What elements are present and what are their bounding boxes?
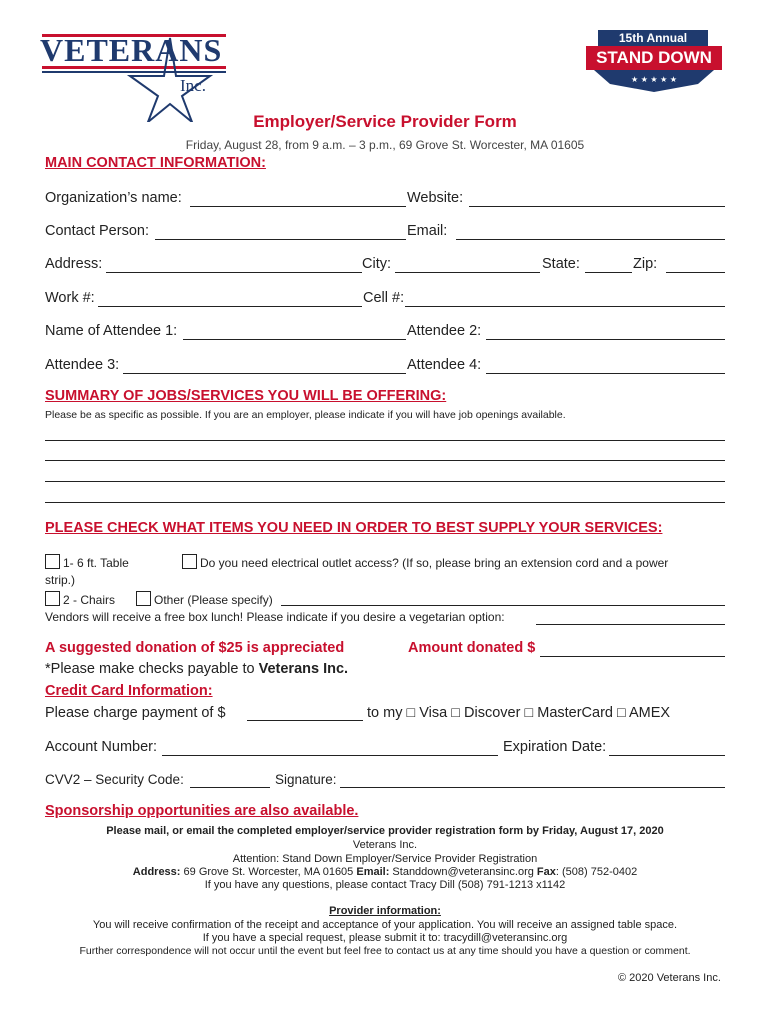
outlet-option	[182, 554, 668, 570]
website-label: Website:	[407, 190, 464, 206]
attendee-3-label: Attendee 3:	[45, 357, 120, 373]
signature-field[interactable]	[340, 787, 725, 788]
veterans-wordmark: VETERANS	[40, 32, 223, 68]
summary-line-2[interactable]	[45, 460, 725, 461]
mailing-questions: If you have any questions, please contact Tracy Dill (508) 791-1213 x1142	[204, 879, 566, 891]
veterans-logo	[40, 30, 235, 122]
attendee-2-field[interactable]	[486, 339, 725, 340]
stand-down-badge	[586, 30, 722, 92]
contact-person-field[interactable]	[155, 239, 406, 240]
work-phone-label: Work #:	[45, 290, 95, 306]
account-number-label: Account Number:	[45, 739, 158, 755]
inc-wordmark: Inc.	[180, 76, 206, 95]
summary-heading: SUMMARY OF JOBS/SERVICES YOU WILL BE OFFERING:	[45, 388, 447, 404]
provider-line-3: Further correspondence will not occur until the event but feel free to contact us at any time should you have a question or comment.	[79, 945, 691, 957]
form-title: Employer/Service Provider Form	[253, 112, 517, 131]
chairs-option	[45, 591, 115, 607]
contact-person-label: Contact Person:	[45, 223, 149, 239]
mailing-org: Veterans Inc.	[352, 839, 418, 851]
card-type-options[interactable]: to my □ Visa □ Discover □ MasterCard □ AMEX	[367, 705, 671, 721]
badge-stars-icon	[594, 70, 714, 92]
zip-field[interactable]	[666, 272, 725, 273]
needs-heading: PLEASE CHECK WHAT ITEMS YOU NEED IN ORDER TO BEST SUPPLY YOUR SERVICES:	[45, 520, 663, 536]
cvv-field[interactable]	[190, 787, 270, 788]
credit-card-heading: Credit Card Information:	[45, 683, 213, 699]
address-field[interactable]	[106, 272, 362, 273]
summary-line-1[interactable]	[45, 440, 725, 441]
badge-stand-down: STAND DOWN	[596, 48, 712, 67]
state-field[interactable]	[585, 272, 632, 273]
table-option-label: 1- 6 ft. Table	[63, 556, 129, 570]
city-field[interactable]	[395, 272, 540, 273]
other-option-label: Other (Please specify)	[154, 593, 273, 607]
main-contact-heading: MAIN CONTACT INFORMATION:	[45, 155, 266, 171]
svg-text:★ ★ ★ ★ ★: ★ ★ ★ ★ ★	[630, 75, 678, 84]
expiration-label: Expiration Date:	[503, 739, 607, 755]
suggested-donation: A suggested donation of $25 is appreciated	[45, 640, 345, 656]
lunch-note: Vendors will receive a free box lunch! Please indicate if you desire a vegetarian option:	[45, 610, 505, 624]
state-label: State:	[542, 256, 580, 272]
provider-line-2: If you have a special request, please submit it to: tracydill@veteransinc.org	[202, 932, 568, 944]
charge-amount-field[interactable]	[247, 720, 363, 721]
chairs-option-label: 2 - Chairs	[63, 593, 116, 607]
org-name-field[interactable]	[190, 206, 406, 207]
address-label: Address:	[45, 256, 103, 272]
email-label: Email:	[407, 223, 448, 239]
chairs-checkbox[interactable]	[45, 591, 60, 606]
summary-line-4[interactable]	[45, 502, 725, 503]
outlet-checkbox[interactable]	[182, 554, 197, 569]
checks-payee: Veterans Inc.	[258, 661, 349, 677]
cvv-label: CVV2 – Security Code:	[45, 772, 184, 787]
attendee-3-field[interactable]	[123, 373, 406, 374]
mailing-contact-line: Address: 69 Grove St. Worcester, MA 01605 Email: Standdown@veteransinc.org Fax: (508) 752-0402	[132, 866, 638, 878]
zip-label: Zip:	[633, 256, 658, 272]
summary-line-3[interactable]	[45, 481, 725, 482]
attendee-1-label: Name of Attendee 1:	[45, 323, 178, 339]
expiration-field[interactable]	[609, 755, 725, 756]
event-subtitle: Friday, August 28, from 9 a.m. – 3 p.m., 69 Grove St. Worcester, MA 01605	[185, 138, 585, 152]
attendee-2-label: Attendee 2:	[407, 323, 482, 339]
other-specify-field[interactable]	[281, 605, 725, 606]
charge-payment-label: Please charge payment of $	[45, 705, 226, 721]
provider-line-1: You will receive confirmation of the receipt and acceptance of your application. You will receive an assigned table space.	[92, 919, 678, 931]
org-name-label: Organization’s name:	[45, 190, 182, 206]
website-field[interactable]	[469, 206, 725, 207]
vegetarian-field[interactable]	[536, 624, 725, 625]
amount-donated-label: Amount donated $	[408, 640, 536, 656]
outlet-option-continued: strip.)	[45, 573, 75, 587]
sponsorship-note: Sponsorship opportunities are also available.	[45, 803, 359, 819]
mailing-attention: Attention: Stand Down Employer/Service Provider Registration	[232, 853, 538, 865]
attendee-4-field[interactable]	[486, 373, 725, 374]
copyright: © 2020 Veterans Inc.	[618, 972, 721, 984]
attendee-4-label: Attendee 4:	[407, 357, 482, 373]
badge-annual: 15th Annual	[618, 31, 688, 45]
other-option	[136, 591, 273, 607]
cell-phone-label: Cell #:	[363, 290, 405, 306]
checks-payable-note: *Please make checks payable to Veterans Inc.	[45, 661, 349, 677]
other-checkbox[interactable]	[136, 591, 151, 606]
table-checkbox[interactable]	[45, 554, 60, 569]
summary-note: Please be as specific as possible. If you are an employer, please indicate if you will have job openings available.	[45, 409, 566, 421]
mailing-instructions: Please mail, or email the completed employer/service provider registration form by Friday, August 17, 2020	[106, 825, 664, 837]
signature-label: Signature:	[275, 772, 337, 787]
work-phone-field[interactable]	[98, 306, 362, 307]
table-option	[45, 554, 129, 570]
provider-heading: Provider information:	[329, 905, 441, 917]
city-label: City:	[362, 256, 391, 272]
cell-phone-field[interactable]	[405, 306, 725, 307]
account-number-field[interactable]	[162, 755, 498, 756]
outlet-option-label: Do you need electrical outlet access? (If so, please bring an extension cord and a power	[200, 556, 669, 570]
email-field[interactable]	[456, 239, 725, 240]
attendee-1-field[interactable]	[183, 339, 406, 340]
amount-donated-field[interactable]	[540, 656, 725, 657]
mailing-email-link[interactable]: Standdown@veteransinc.org	[389, 866, 537, 878]
